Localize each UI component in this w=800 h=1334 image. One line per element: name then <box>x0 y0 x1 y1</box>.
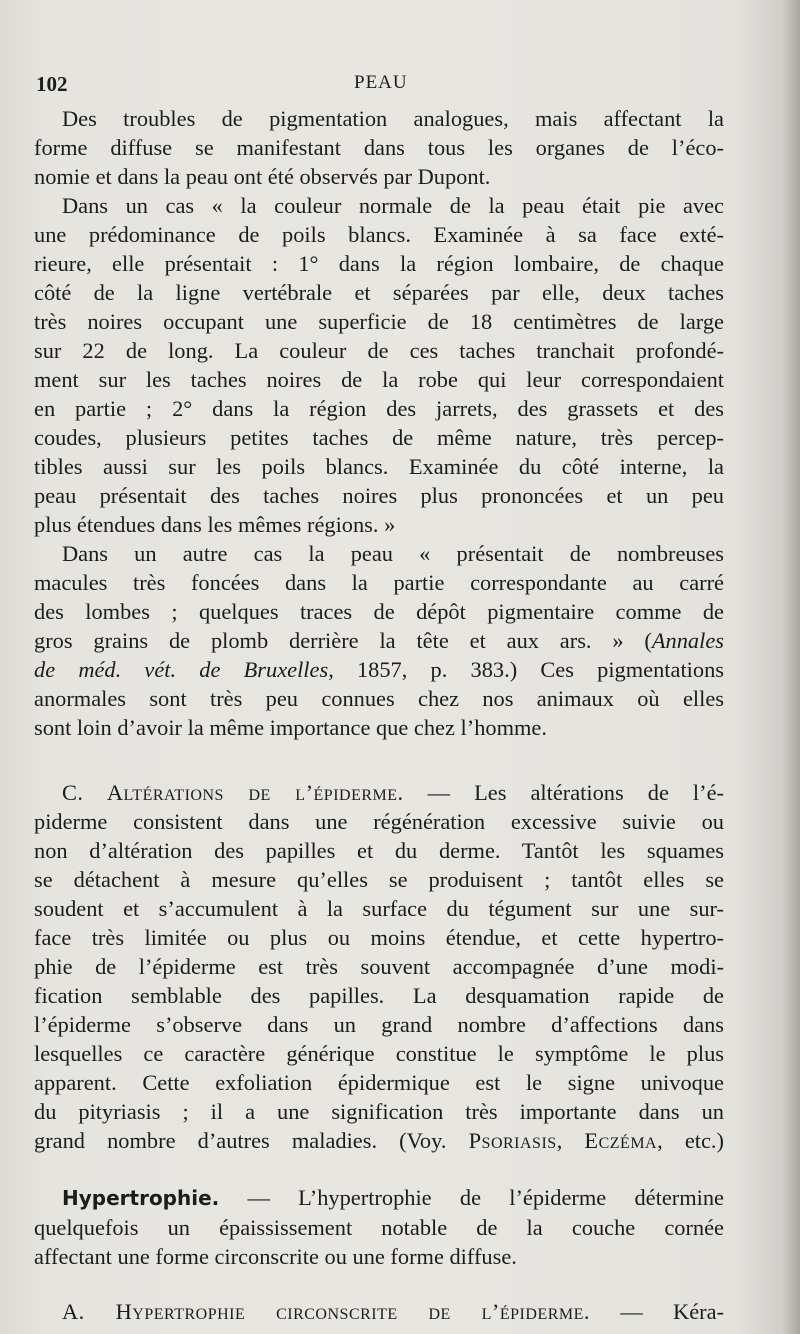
text-line: des lombes ; quelques traces de dépôt pigmentaire comme de <box>34 599 724 624</box>
text-line <box>34 1297 724 1326</box>
text-segment: grand nombre d’autres maladies. (Voy. <box>34 1128 469 1153</box>
subsection-heading: Hypertrophie. <box>62 1186 220 1210</box>
paragraph-1 <box>34 104 724 191</box>
section-spacer <box>34 742 724 778</box>
text-line: non d’altération des papilles et du derme. Tantôt les squames <box>34 838 724 863</box>
text-line <box>34 626 724 655</box>
section-spacer <box>34 1155 724 1183</box>
text-line <box>34 1126 724 1155</box>
text-segment: , <box>556 1128 585 1153</box>
body-text <box>34 104 724 1326</box>
text-line: très noires occupant une superficie de 18 centimètres de large <box>34 309 724 334</box>
cross-reference: Psoriasis <box>468 1128 557 1153</box>
section-a <box>34 1297 724 1326</box>
paragraph-2 <box>34 191 724 539</box>
text-line: forme diffuse se manifestant dans tous les organes de l’éco- <box>34 135 724 160</box>
citation-title: de méd. vét. de Bruxelles <box>34 657 329 682</box>
text-line: sur 22 de long. La couleur de ces taches tranchait profondé- <box>34 338 724 363</box>
text-line: apparent. Cette exfoliation épidermique est le signe univoque <box>34 1070 724 1095</box>
text-line: plus étendues dans les mêmes régions. » <box>34 512 396 537</box>
text-line <box>34 778 724 807</box>
text-line: rieure, elle présentait : 1° dans la région lombaire, de chaque <box>34 251 724 276</box>
paragraph-3 <box>34 539 724 742</box>
citation-title: Annales <box>651 628 724 653</box>
text-segment: gros grains de plomb derrière la tête et aux ars. » ( <box>34 628 652 653</box>
text-line: coudes, plusieurs petites taches de même nature, très percep- <box>34 425 724 450</box>
text-segment: — L’hypertrophie de l’épiderme détermine <box>219 1185 724 1210</box>
text-line: fication semblable des papilles. La desquamation rapide de <box>34 983 724 1008</box>
text-line: macules très foncées dans la partie correspondante au carré <box>34 570 724 595</box>
text-line: Dans un cas « la couleur normale de la peau était pie avec <box>62 193 724 218</box>
text-line: nomie et dans la peau ont été observés par Dupont. <box>34 164 491 189</box>
text-line: peau présentait des taches noires plus prononcées et un peu <box>34 483 724 508</box>
cross-reference: Eczéma <box>584 1128 658 1153</box>
text-line: piderme consistent dans une régénération excessive suivie ou <box>34 809 724 834</box>
text-line <box>34 1183 724 1213</box>
text-line: sont loin d’avoir la même importance que chez l’homme. <box>34 715 547 740</box>
text-line: du pityriasis ; il a une signification très importante dans un <box>34 1099 724 1124</box>
page-edge-shadow <box>782 0 800 1334</box>
running-head: PEAU <box>354 72 408 93</box>
text-line: une prédominance de poils blancs. Examinée à sa face exté- <box>34 222 724 247</box>
page-number: 102 <box>36 72 68 96</box>
text-segment: , 1857, p. 383.) Ces pigmentations <box>328 657 724 682</box>
text-line: lesquelles ce caractère générique constitue le symptôme le plus <box>34 1041 724 1066</box>
text-line: se détachent à mesure qu’elles se produisent ; tantôt elles se <box>34 867 724 892</box>
text-line: Dans un autre cas la peau « présentait de nombreuses <box>62 541 724 566</box>
text-segment: — Kéra- <box>589 1299 724 1324</box>
text-segment: — Les altérations de l’é- <box>403 780 724 805</box>
text-line: l’épiderme s’observe dans un grand nombre d’affections dans <box>34 1012 724 1037</box>
text-line: affectant une forme circonscrite ou une forme diffuse. <box>34 1244 517 1269</box>
text-line: soudent et s’accumulent à la surface du tégument sur une sur- <box>34 896 724 921</box>
section-c <box>34 778 724 1155</box>
text-line: côté de la ligne vertébrale et séparées par elle, deux taches <box>34 280 724 305</box>
text-line: anormales sont très peu connues chez nos animaux où elles <box>34 686 724 711</box>
section-heading: A. Hypertrophie circonscrite de l’épiderme. <box>62 1299 590 1324</box>
section-heading: C. Altérations de l’épiderme. <box>62 780 404 805</box>
section-spacer <box>34 1271 724 1297</box>
text-line: tibles aussi sur les poils blancs. Examinée du côté interne, la <box>34 454 724 479</box>
text-line: ment sur les taches noires de la robe qui leur correspondaient <box>34 367 724 392</box>
text-line: face très limitée ou plus ou moins étendue, et cette hypertro- <box>34 925 724 950</box>
page-header <box>36 72 726 102</box>
text-line <box>34 655 724 684</box>
text-segment: , etc.) <box>657 1128 724 1153</box>
text-line: quelquefois un épaississement notable de la couche cornée <box>34 1215 724 1240</box>
text-line: en partie ; 2° dans la région des jarrets, des grassets et des <box>34 396 724 421</box>
text-line: Des troubles de pigmentation analogues, mais affectant la <box>62 106 724 131</box>
hypertrophie-paragraph <box>34 1183 724 1271</box>
text-line: phie de l’épiderme est très souvent accompagnée d’une modi- <box>34 954 724 979</box>
